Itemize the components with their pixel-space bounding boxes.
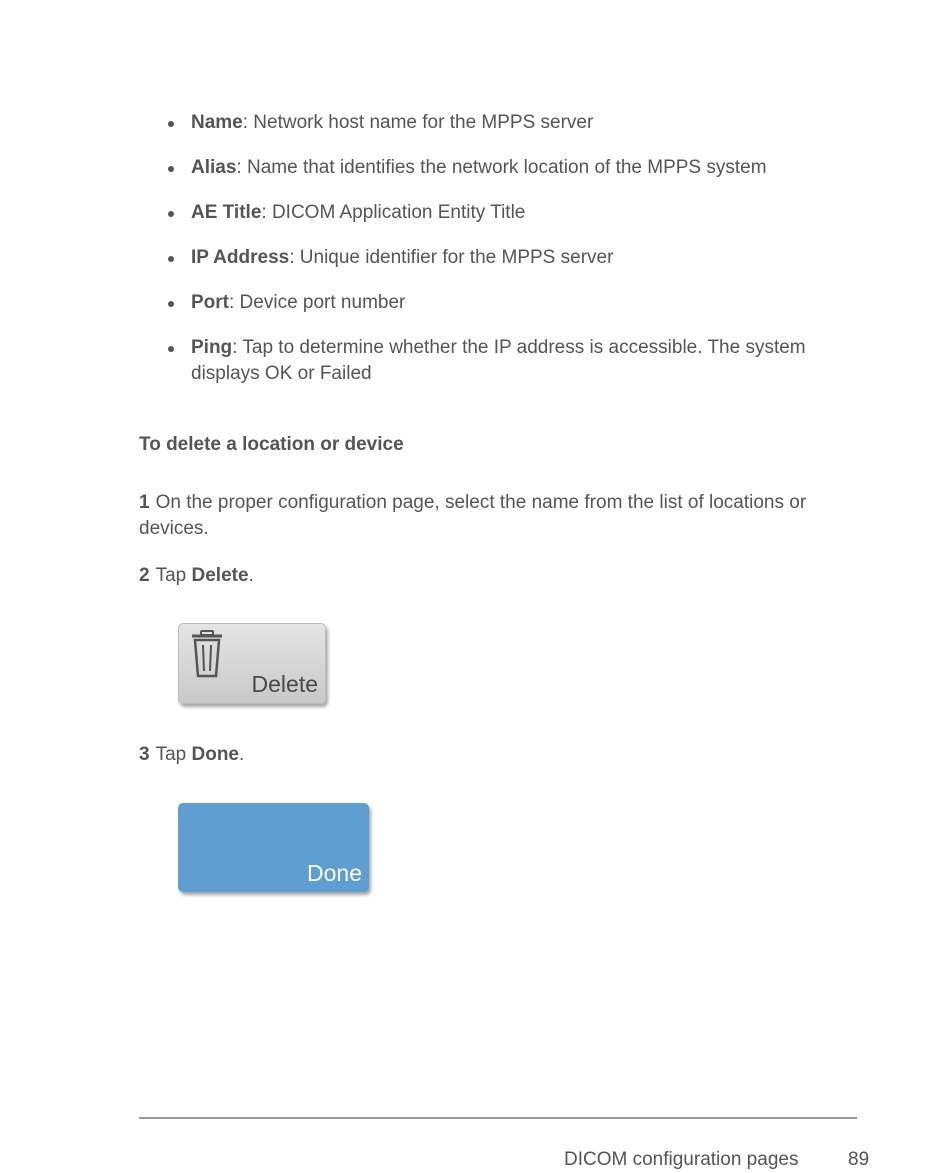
field-term: IP Address xyxy=(191,247,290,268)
field-term: Port xyxy=(191,292,229,313)
list-item xyxy=(168,155,848,181)
step-number: 1 xyxy=(139,492,150,513)
step-number: 3 xyxy=(139,744,150,765)
list-item xyxy=(168,335,848,387)
list-item xyxy=(168,110,848,136)
footer-title: DICOM configuration pages xyxy=(564,1149,799,1170)
footer-divider xyxy=(139,1117,857,1119)
section-heading: To delete a location or device xyxy=(139,434,404,455)
page-number: 89 xyxy=(848,1149,870,1170)
done-button-label: Done xyxy=(307,860,362,886)
field-description: : DICOM Application Entity Title xyxy=(261,202,526,223)
done-button[interactable] xyxy=(178,803,369,892)
field-term: Ping xyxy=(191,337,233,358)
list-item xyxy=(168,200,848,226)
field-description: : Tap to determine whether the IP address is accessible. The system displays OK or Failed xyxy=(191,337,806,384)
bullet-icon xyxy=(168,346,174,352)
step-prefix: Tap xyxy=(155,565,192,586)
step-keyword: Delete xyxy=(191,565,249,586)
bullet-icon xyxy=(168,256,174,262)
list-item xyxy=(168,290,848,316)
field-description: : Device port number xyxy=(229,292,406,313)
list-item xyxy=(168,245,848,271)
bullet-icon xyxy=(168,121,174,127)
step-2 xyxy=(139,563,839,589)
step-3 xyxy=(139,742,839,768)
bullet-icon xyxy=(168,301,174,307)
step-text: On the proper configuration page, select the name from the list of locations or devices. xyxy=(139,492,807,539)
field-term: Name xyxy=(191,112,243,133)
trash-icon xyxy=(191,630,223,685)
field-description: : Name that identifies the network location of the MPPS system xyxy=(236,157,767,178)
field-description: : Network host name for the MPPS server xyxy=(242,112,594,133)
step-number: 2 xyxy=(139,565,150,586)
bullet-icon xyxy=(168,166,174,172)
field-term: Alias xyxy=(191,157,237,178)
delete-button-label: Delete xyxy=(251,671,318,697)
field-term: AE Title xyxy=(191,202,262,223)
step-1 xyxy=(139,490,839,542)
field-description-list xyxy=(168,110,848,406)
field-description: : Unique identifier for the MPPS server xyxy=(289,247,614,268)
step-suffix: . xyxy=(248,565,254,586)
bullet-icon xyxy=(168,211,174,217)
delete-button[interactable] xyxy=(178,623,326,704)
step-prefix: Tap xyxy=(155,744,192,765)
step-keyword: Done xyxy=(191,744,239,765)
step-suffix: . xyxy=(239,744,245,765)
